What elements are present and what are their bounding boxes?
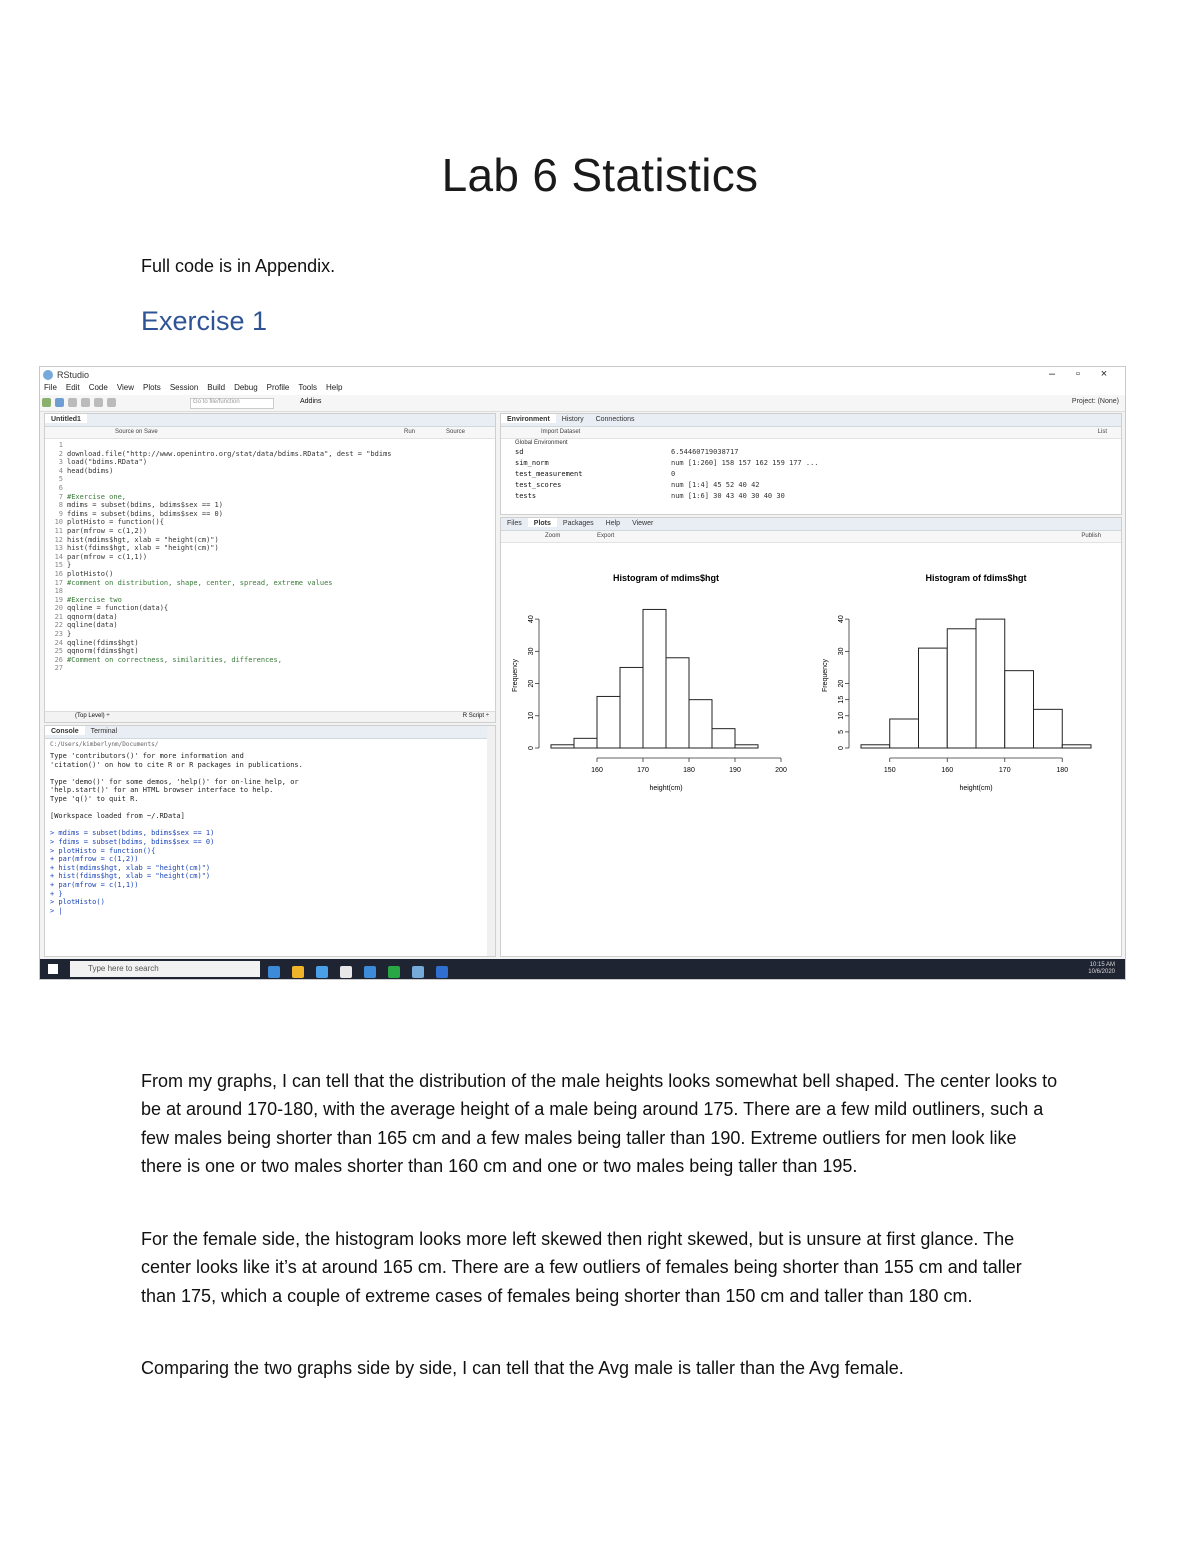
menu-view[interactable]: View [116, 383, 135, 392]
console-line: Type 'q()' to quit R. [50, 794, 139, 803]
histogram-bar [947, 629, 976, 748]
line-number: 6 [58, 483, 63, 492]
code-line[interactable]: par(mfrow = c(1,2)) [67, 526, 148, 535]
x-tick-label: 180 [1056, 767, 1069, 774]
x-tick-label: 190 [729, 767, 741, 774]
menu-bar [40, 383, 1125, 395]
code-line[interactable]: qqline(data) [67, 621, 118, 630]
histogram-bar [643, 609, 666, 748]
rstudio-screenshot [39, 366, 1126, 980]
environment-row[interactable] [501, 480, 1121, 491]
menu-code[interactable]: Code [88, 383, 108, 392]
menu-debug[interactable]: Debug [234, 383, 258, 392]
addins-menu[interactable]: Addins [300, 398, 322, 405]
close-button[interactable]: × [1100, 368, 1108, 380]
console-line: 'citation()' on how to cite R or R packages in publications. [50, 760, 303, 769]
code-line[interactable]: qqnorm(fdims$hgt) [67, 647, 139, 656]
line-number: 2 [58, 449, 63, 458]
console-line: Type 'contributors()' for more information and [50, 752, 244, 760]
console-line [50, 769, 303, 778]
line-number: 8 [58, 501, 63, 510]
taskbar-app-icon[interactable] [268, 966, 280, 978]
variable-name: sim_norm [515, 459, 549, 467]
x-tick-label: 170 [637, 767, 649, 774]
windows-start-icon[interactable] [48, 964, 58, 974]
variable-value: num [1:260] 158 157 162 159 177 ... [671, 459, 819, 467]
histogram-bar [712, 729, 735, 748]
code-editor[interactable] [67, 441, 392, 673]
code-line[interactable] [67, 484, 392, 493]
y-tick-label: 15 [838, 695, 845, 704]
y-axis-label: Frequency [512, 658, 519, 693]
taskbar-app-icon[interactable] [340, 966, 352, 978]
code-line[interactable]: #Exercise two [67, 595, 122, 604]
histogram-bar [1005, 671, 1034, 748]
paragraph-female-analysis: For the female side, the histogram looks more left skewed then right skewed, but is unsure at first glance. The center looks like it’s at around 165 cm. There are a few outliers of females being shorter than 155 cm and taller than 175, which a couple of extreme cases of females being shorter than 150 cm and taller than 180 cm. [141, 1229, 1022, 1306]
console-line: Type 'demo()' for some demos, 'help()' for on-line help, or [50, 777, 299, 786]
code-line[interactable]: head(bdims) [67, 466, 114, 475]
code-line[interactable]: #comment on distribution, shape, center, spread, extreme values [67, 578, 333, 587]
histogram-bar [597, 696, 620, 748]
console-line: + par(mfrow = c(1,2)) [50, 855, 139, 864]
code-line[interactable]: load("bdims.RData") [67, 458, 148, 467]
line-number: 16 [54, 569, 63, 578]
histogram-bar [976, 619, 1005, 748]
code-line[interactable]: #Exercise one, [67, 492, 127, 501]
x-tick-label: 170 [998, 767, 1011, 774]
exercise-heading: Exercise 1 [141, 306, 268, 336]
y-tick-label: 20 [528, 679, 535, 688]
console-tabs [45, 726, 495, 739]
histogram-bar [735, 745, 758, 748]
code-line[interactable]: qqline = function(data){ [67, 604, 169, 613]
tab-history[interactable]: History [561, 416, 584, 423]
histogram-bar [861, 745, 890, 748]
taskbar-app-icon[interactable] [388, 966, 400, 978]
variable-value: num [1:4] 45 52 40 42 [671, 481, 760, 489]
console-line: + hist(mdims$hgt, xlab = "height(cm)") [50, 863, 211, 872]
paragraph-comparison: Comparing the two graphs side by side, I can tell that the Avg male is taller than the Avg female. [141, 1358, 904, 1378]
x-tick-label: 160 [591, 767, 603, 774]
source-editor-pane [44, 413, 496, 723]
histogram-bar [890, 719, 919, 748]
editor-toolbar [45, 427, 495, 439]
code-line[interactable] [67, 664, 392, 673]
variable-name: tests [515, 492, 537, 500]
code-line[interactable] [67, 441, 392, 450]
page-title: Lab 6 Statistics [441, 149, 759, 201]
y-tick-label: 30 [838, 647, 845, 656]
chart-title: Histogram of fdims$hgt [925, 573, 1027, 583]
line-number: 25 [54, 647, 63, 656]
y-tick-label: 0 [838, 746, 845, 750]
environment-row[interactable] [501, 458, 1121, 469]
save-icon[interactable] [81, 398, 90, 407]
histogram-bar [551, 745, 574, 748]
open-file-icon[interactable] [68, 398, 77, 407]
clock-time: 10:15 AM [1089, 962, 1115, 968]
code-line[interactable]: hist(fdims$hgt, xlab = "height(cm)") [67, 544, 219, 553]
y-tick-label: 30 [528, 647, 535, 656]
console-line [50, 821, 303, 830]
plots-tabs [501, 518, 1121, 531]
y-tick-label: 10 [838, 711, 845, 720]
line-number: 17 [54, 578, 63, 587]
environment-row[interactable] [501, 469, 1121, 480]
line-number: 19 [54, 595, 63, 604]
code-line[interactable]: fdims = subset(bdims, bdims$sex == 0) [67, 509, 223, 518]
editor-tabs [45, 414, 495, 427]
menu-tools[interactable]: Tools [298, 383, 318, 392]
y-tick-label: 10 [528, 711, 535, 720]
plots-toolbar [501, 531, 1121, 543]
line-number: 10 [54, 518, 63, 527]
x-tick-label: 180 [683, 767, 695, 774]
clock-date: 10/6/2020 [1088, 969, 1115, 975]
histogram-bar [1062, 745, 1091, 748]
menu-plots[interactable]: Plots [143, 383, 161, 392]
x-tick-label: 160 [941, 767, 954, 774]
tab-help[interactable]: Help [605, 520, 621, 527]
line-number: 1 [58, 441, 63, 449]
code-line[interactable]: plotHisto = function(){ [67, 518, 164, 527]
run-button[interactable]: Run [403, 429, 415, 435]
code-line[interactable] [67, 587, 392, 596]
print-icon[interactable] [107, 398, 116, 407]
code-line[interactable]: mdims = subset(bdims, bdims$sex == 1) [67, 501, 223, 510]
line-number: 13 [54, 544, 63, 553]
line-number: 5 [58, 475, 63, 484]
paragraph-male-analysis: From my graphs, I can tell that the distribution of the male heights looks somewhat bell shaped. The center looks to be at around 170-180, with the average height of a male being around 175. There are a few mild outliners, such a few males being shorter than 165 cm and a few males being taller than 190. Extreme outliers for men look like there is one or two males shorter than 160 cm and one or two males being taller than 195. [141, 1071, 1058, 1177]
histogram-bar [1034, 709, 1063, 748]
variable-name: test_scores [515, 481, 562, 489]
tab-files[interactable]: Files [507, 520, 522, 527]
list-view-toggle[interactable]: List [1097, 429, 1107, 435]
taskbar-app-icon[interactable] [412, 966, 424, 978]
console-line: > mdims = subset(bdims, bdims$sex == 1) [50, 829, 215, 838]
console-pane [44, 725, 496, 957]
code-line[interactable]: } [67, 630, 72, 639]
menu-edit[interactable]: Edit [65, 383, 80, 392]
line-number: 11 [54, 526, 63, 535]
environment-pane [500, 413, 1122, 515]
import-dataset-button[interactable]: Import Dataset [541, 429, 581, 435]
minimize-button[interactable]: – [1048, 368, 1056, 380]
variable-name: test_measurement [515, 470, 583, 478]
project-menu[interactable]: Project: (None) [1071, 398, 1119, 405]
variable-value: num [1:6] 30 43 40 30 40 30 [671, 492, 785, 500]
maximize-button[interactable]: ▫ [1076, 368, 1080, 380]
environment-row[interactable] [501, 447, 1121, 458]
environment-row[interactable] [501, 491, 1121, 502]
code-line[interactable]: } [67, 561, 72, 570]
zoom-button[interactable]: Zoom [545, 533, 561, 539]
tab-packages[interactable]: Packages [562, 520, 594, 527]
line-number: 12 [54, 535, 63, 544]
scope-indicator[interactable]: (Top Level) ÷ [75, 713, 110, 719]
tab-console[interactable]: Console [45, 726, 85, 735]
y-tick-label: 0 [528, 746, 535, 750]
tab-connections[interactable]: Connections [595, 416, 635, 423]
main-toolbar [40, 395, 1125, 412]
y-axis-label: Frequency [822, 658, 829, 693]
tab-viewer[interactable]: Viewer [632, 520, 654, 527]
console-output[interactable] [50, 752, 303, 915]
line-number: 18 [54, 587, 63, 596]
new-file-icon[interactable] [42, 398, 51, 407]
console-line [50, 804, 303, 813]
menu-build[interactable]: Build [207, 383, 226, 392]
variable-value: 6.54460719038717 [671, 448, 739, 456]
code-line[interactable]: hist(mdims$hgt, xlab = "height(cm)") [67, 535, 219, 544]
environment-list [501, 447, 1121, 502]
save-all-icon[interactable] [94, 398, 103, 407]
tab-terminal[interactable]: Terminal [90, 728, 118, 735]
tab-environment[interactable]: Environment [501, 414, 556, 423]
console-line: > plotHisto() [50, 898, 105, 907]
variable-value: 0 [671, 470, 676, 478]
environment-tabs [501, 414, 1121, 427]
new-project-icon[interactable] [55, 398, 64, 407]
histogram-bar [574, 738, 597, 748]
console-line: > fdims = subset(bdims, bdims$sex == 0) [50, 837, 215, 846]
publish-button[interactable]: Publish [1081, 533, 1101, 539]
code-line[interactable]: par(mfrow = c(1,1)) [67, 552, 148, 561]
goto-file-input[interactable]: Go to file/function [190, 398, 274, 409]
code-line[interactable]: #Comment on correctness, similarities, differences, [67, 655, 282, 664]
console-line: 'help.start()' for an HTML browser interface to help. [50, 786, 274, 795]
y-tick-label: 40 [528, 615, 535, 624]
environment-toolbar [501, 427, 1121, 439]
line-number: 4 [58, 466, 63, 475]
console-line: + hist(fdims$hgt, xlab = "height(cm)") [50, 872, 211, 881]
windows-taskbar [40, 959, 1125, 979]
rstudio-logo-icon [43, 370, 53, 380]
histogram-bar [666, 658, 689, 748]
line-number-gutter [45, 441, 63, 673]
taskbar-app-icon[interactable] [436, 966, 448, 978]
global-environment-label[interactable]: Global Environment [515, 440, 568, 446]
taskbar-app-icon[interactable] [316, 966, 328, 978]
code-line[interactable]: qqline(fdims$hgt) [67, 638, 139, 647]
source-on-save-checkbox[interactable]: Source on Save [115, 429, 158, 435]
line-number: 9 [58, 509, 63, 518]
menu-file[interactable]: File [44, 383, 57, 392]
chart-title: Histogram of mdims$hgt [612, 573, 720, 583]
line-number: 20 [54, 604, 63, 613]
window-titlebar [40, 367, 1125, 383]
x-axis-label: height(cm) [649, 785, 683, 792]
console-scrollbar[interactable] [487, 726, 495, 956]
code-line[interactable]: qqnorm(data) [67, 612, 118, 621]
histogram-bar [620, 667, 643, 748]
console-line: [Workspace loaded from ~/.RData] [50, 812, 185, 821]
histogram-plot-area [501, 543, 1121, 955]
console-path: C:/Users/kimberlynm/Documents/ [50, 741, 159, 748]
x-tick-label: 150 [883, 767, 896, 774]
file-type-indicator[interactable]: R Script ÷ [462, 713, 489, 719]
appendix-note: Full code is in Appendix. [141, 256, 336, 276]
line-number: 24 [54, 638, 63, 647]
y-tick-label: 20 [838, 679, 845, 688]
line-number: 7 [58, 492, 63, 501]
console-line: > | [50, 906, 63, 915]
taskbar-app-icon[interactable] [292, 966, 304, 978]
menu-session[interactable]: Session [169, 383, 199, 392]
system-clock[interactable] [1088, 962, 1115, 976]
tab-untitled1[interactable]: Untitled1 [45, 414, 87, 423]
menu-help[interactable]: Help [326, 383, 343, 392]
taskbar-app-icon[interactable] [364, 966, 376, 978]
line-number: 22 [54, 621, 63, 630]
y-tick-label: 5 [838, 729, 845, 734]
histogram-bar [689, 700, 712, 748]
taskbar-search-input[interactable]: Type here to search [70, 961, 260, 977]
tab-plots[interactable]: Plots [528, 518, 557, 527]
line-number: 26 [54, 655, 63, 664]
line-number: 15 [54, 561, 63, 570]
histogram-bar [919, 648, 948, 748]
console-line: + } [50, 889, 63, 898]
code-line[interactable]: plotHisto() [67, 569, 114, 578]
menu-profile[interactable]: Profile [266, 383, 290, 392]
line-number: 27 [54, 664, 63, 673]
variable-name: sd [515, 448, 524, 456]
window-title: RStudio [57, 370, 90, 380]
console-line: + par(mfrow = c(1,1)) [50, 880, 139, 889]
line-number: 23 [54, 630, 63, 639]
source-button[interactable]: Source [445, 429, 465, 435]
line-number: 21 [54, 612, 63, 621]
taskbar-apps [268, 963, 460, 980]
x-tick-label: 200 [775, 767, 787, 774]
x-axis-label: height(cm) [959, 785, 993, 792]
code-line[interactable] [67, 475, 392, 484]
y-tick-label: 40 [838, 615, 845, 624]
export-button[interactable]: Export [597, 533, 615, 539]
console-line: > plotHisto = function(){ [50, 846, 156, 855]
plots-pane [500, 517, 1122, 957]
code-line[interactable]: download.file("http://www.openintro.org/stat/data/bdims.RData", dest = "bdims [67, 449, 392, 458]
window-controls [1039, 368, 1117, 380]
line-number: 14 [54, 552, 63, 561]
line-number: 3 [58, 458, 63, 467]
editor-statusbar [45, 711, 495, 722]
